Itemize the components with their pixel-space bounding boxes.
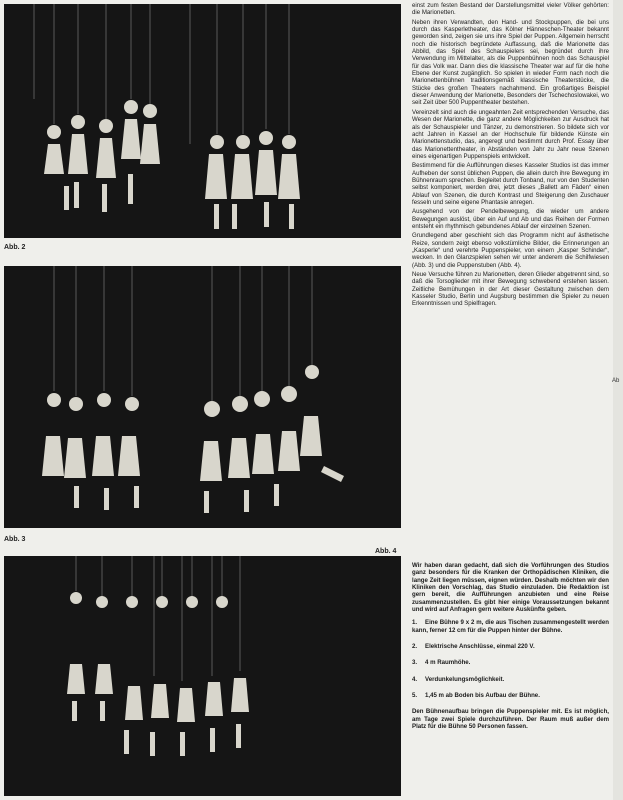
photo-abb-2 [4, 4, 401, 238]
list-item: 1. Eine Bühne 9 x 2 m, die aus Tischen zusammengestellt werden kann, ferner 12 cm für die Puppen hinter der Bühne. [412, 619, 609, 634]
edge-caption: Ab [612, 378, 620, 384]
paragraph: Vereinzelt sind auch die ungeahnten Zeit entsprechenden Versuche, das Wesen der Marionette, die ganz andere Möglichkeiten zur Ausdruck hat als der Schauspieler und Tänzer, zu demonstrieren. So bildete sich vor acht Jahren in Kassel an der Hochschule für bildende Künste ein Marionettenstudio, das, angeregt und bestimmt durch Prof. Essay über das Marionettentheater, in Abständen von Jahr zu Jahr neue Szenen eines eigenartigen Puppenspiels entwickelt. [412, 108, 609, 160]
requirements-list [412, 619, 609, 699]
marionette-photo-icon [4, 4, 401, 238]
marionette-photo-icon [4, 556, 401, 796]
paragraph: Neue Versuche führen zu Marionetten, deren Glieder abgetrennt sind, so daß die Torsoglieder mit ihrer Bewegung schwebend erstehen lassen. Zeitliche Bemühungen in der Art dieser Gestaltung zwischen dem Kasseler Studio, Berlin und Augsburg bestimmen die Spieler zu neuen Erkenntnissen und Spielfragen. [412, 271, 609, 308]
paragraph: Ausgehend von der Pendelbewegung, die wieder um andere Bewegungen auslöst, über ein Auf und Ab und das Reihen der Formen entsteht ein rhythmisch gebundenes Ablauf der einzelnen Szenen. [412, 208, 609, 230]
caption-abb-4: Abb. 4 [375, 548, 397, 555]
paragraph: Den Bühnenaufbau bringen die Puppenspieler mit. Es ist möglich, am Tage zwei Spiele durchzuführen. Der Raum muß außer dem Platz für die Bühne 50 Personen fassen. [412, 708, 609, 731]
list-item: 4. Verdunkelungsmöglichkeit. [412, 675, 505, 683]
caption-abb-2: Abb. 2 [4, 244, 26, 251]
photo-abb-4 [4, 556, 401, 796]
paragraph: einst zum festen Bestand der Darstellungsmittel vieler Völker gehörten: die Marionetten. [412, 2, 609, 17]
photo-abb-3 [4, 266, 401, 528]
paragraph: Bestimmend für die Aufführungen dieses Kasseler Studios ist das immer Aufheben der sonst üblichen Puppen, die allein durch ihre Bewegung im Bühnenraum sprechen. Begleitet durch Tonband, nur von den Studenten selbst komponiert, werden drei, jetzt dieses „Ballett am Fäden“ einen Ablauf von Szenen, die durch Kontrast und Steigerung den Zuschauer fesseln und seine eigene Phantasie anregen. [412, 162, 609, 206]
article-column-bottom [412, 562, 609, 733]
page-edge [613, 0, 623, 800]
paragraph: Wir haben daran gedacht, daß sich die Vorführungen des Studios ganz besonders für die Kranken der Orthopädischen Kliniken, die lange Zeit liegen müssen, eignen würden. Deshalb möchten wir den Kliniken den Vorschlag, das Studio einzuladen. Die Redaktion ist gern bereit, die Aufführungen anzubieten und eine Reise zusammenzustellen. Es gibt hier einige Voraussetzungen bekannt und wird auf Anfragen gern weitere Auskünfte geben. [412, 562, 609, 614]
list-item: 5. 1,45 m ab Boden bis Aufbau der Bühne. [412, 692, 540, 700]
list-item: 3. 4 m Raumhöhe. [412, 659, 471, 667]
article-column-top [412, 2, 609, 310]
marionette-photo-icon [4, 266, 401, 528]
paragraph: Neben ihren Verwandten, den Hand- und Stockpuppen, die bei uns durch das Kasperletheater, das Kölner Hänneschen-Theater bekannt geworden sind, zeigen sie uns ihre Spiel der Puppen. Allgemein herrscht noch die historisch begründete Auffassung, daß die Marionette das Abbild, das Spiel des Schauspielers sei, begründet durch ihre Verwendung im Mittelalter, als die Puppenbühnen noch das Schauspiel für das Volk war. Dann dies die klassische Theater war auf für die hohe Ebene der Kunst zugänglich. So spielen in wieder Form nach noch die Marionettenbühnen traditionsgemäß klassische Theaterstücke, die Stücke des großen Theaters nachahmend. Ein großartiges Beispiel dieser Anwendung der Marionette, Besonders der Tschechoslowakei, wo seit Zeit über 500 Puppentheater bestehen. [412, 18, 609, 107]
paragraph: Grundlegend aber geschieht sich das Programm nicht auf ästhetische Reize, sondern zeigt ebenso volkstümliche Bilder, die Erinnerungen an „Kasperle“ und verehrte Puppenspieler, von einem „Kasper Schinder“, wecken. In den Glanzspielen sehen wir unter anderem die Schilfwiesen (Abb. 3) und die Puppenstuben (Abb. 4). [412, 232, 609, 269]
list-item: 2. Elektrische Anschlüsse, einmal 220 V. [412, 643, 535, 651]
caption-abb-3: Abb. 3 [4, 536, 26, 543]
